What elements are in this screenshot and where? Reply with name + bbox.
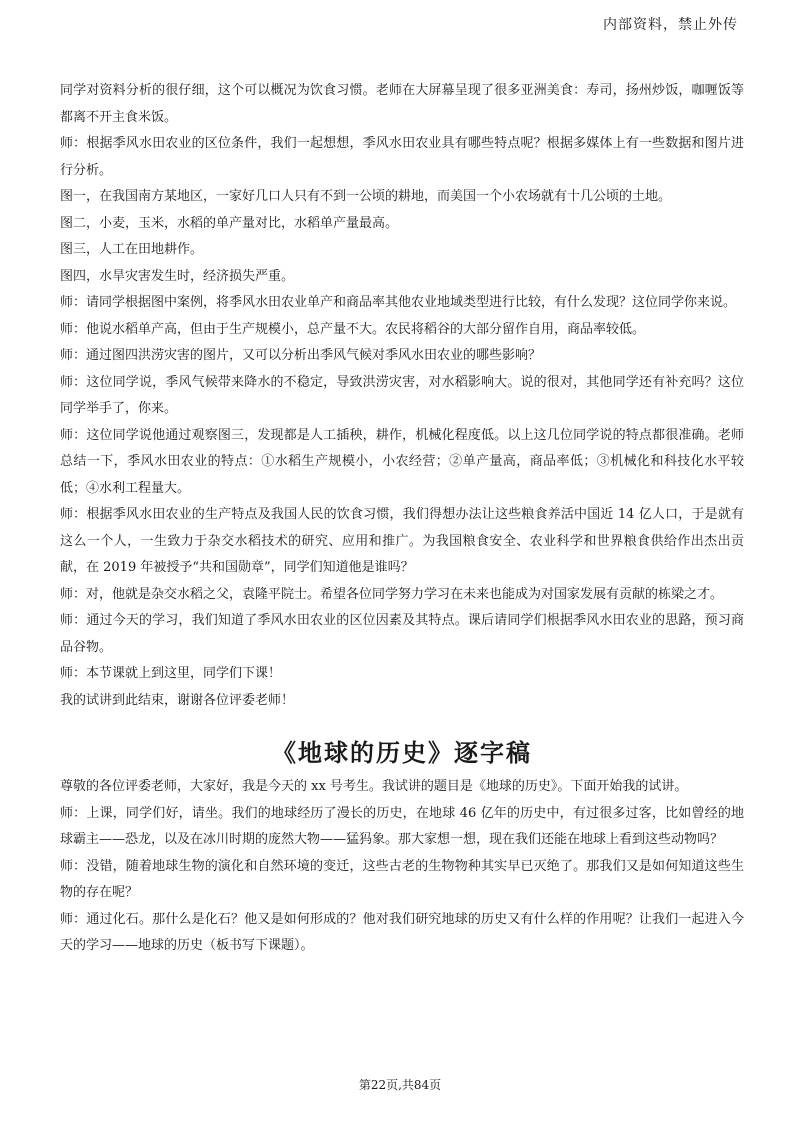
paragraph: 师：这位同学说他通过观察图三，发现都是人工插秧，耕作，机械化程度低。以上这几位同学说的特点都很准确。老师总结一下，季风水田农业的特点：①水稻生产规模小，小农经营；②单产量高，商品率低；③机械化和科技化水平较低；④水利工程量大。: [60, 427, 744, 496]
paragraph: 师：根据季风水田农业的生产特点及我国人民的饮食习惯，我们得想办法让这些粮食养活中国近 14 亿人口，于是就有这么一个人，一生致力于杂交水稻技术的研究、应用和推广。为我国粮食安全、农业科学和世界粮食供给作出杰出贡献，在 2019 年被授予“共和国勋章”，同学们知道他是谁吗？: [60, 507, 744, 575]
paragraph: 师：通过化石。那什么是化石？他又是如何形成的？他对我们研究地球的历史又有什么样的作用呢？让我们一起进入今天的学习——地球的历史（板书写下课题）。: [60, 911, 744, 953]
section-title: 《地球的历史》逐字稿: [272, 739, 532, 767]
document-body: [60, 78, 744, 960]
header-notice: 内部资料，禁止外传: [603, 17, 738, 33]
paragraph: 师：通过今天的学习，我们知道了季风水田农业的区位因素及其特点。课后请同学们根据季风水田农业的思路，预习商品谷物。: [60, 613, 744, 655]
paragraph: 图四，水旱灾害发生时，经济损失严重。: [60, 268, 295, 284]
paragraph: 图三，人工在田地耕作。: [60, 242, 204, 257]
page-number: 第22页,共84页: [358, 1078, 442, 1092]
paragraph: 师：根据季风水田农业的区位条件，我们一起想想，季风水田农业具有哪些特点呢？根据多媒体上有一些数据和图片进行分析。: [60, 136, 744, 178]
paragraph: 师：通过图四洪涝灾害的图片，又可以分析出季风气候对季风水田农业的哪些影响？: [60, 348, 542, 363]
paragraph: 图二，小麦，玉米，水稻的单产量对比，水稻单产量最高。: [60, 215, 399, 231]
paragraph: 尊敬的各位评委老师，大家好，我是今天的 xx 号考生。我试讲的题目是《地球的历史》。下面开始我的试讲。: [60, 779, 688, 794]
paragraph: 师：请同学根据图中案例，将季风水田农业单产和商品率其他农业地域类型进行比较，有什么发现？这位同学你来说。: [60, 295, 737, 310]
paragraph: 同学对资料分析的很仔细，这个可以概况为饮食习惯。老师在大屏幕呈现了很多亚洲美食：寿司，扬州炒饭，咖喱饭等都离不开主食米饭。: [60, 83, 744, 125]
paragraph: 师：对，他就是杂交水稻之父，袁隆平院士。希望各位同学努力学习在未来也能成为对国家发展有贡献的栋梁之才。: [60, 586, 724, 602]
paragraph: 师：本节课就上到这里，同学们下课！: [60, 666, 282, 681]
paragraph: 师：没错，随着地球生物的演化和自然环境的变迁，这些古老的生物物种其实早已灭绝了。那我们又是如何知道这些生物的存在呢？: [60, 858, 744, 900]
paragraph: 图一，在我国南方某地区，一家好几口人只有不到一公顷的耕地，而美国一个小农场就有十几公顷的土地。: [60, 189, 672, 204]
paragraph: 师：他说水稻单产高，但由于生产规模小，总产量不大。农民将稻谷的大部分留作自用，商品率较低。: [60, 321, 646, 337]
paragraph: 师：上课，同学们好，请坐。我们的地球经历了漫长的历史，在地球 46 亿年的历史中，有过很多过客，比如曾经的地球霸主——恐龙，以及在冰川时期的庞然大物——猛犸象。那大家想一想，现在我们还能在地球上看到这些动物吗？: [60, 805, 744, 847]
paragraph: 师：这位同学说，季风气候带来降水的不稳定，导致洪涝灾害，对水稻影响大。说的很对，其他同学还有补充吗？这位同学举手了，你来。: [60, 374, 744, 416]
paragraph: 我的试讲到此结束，谢谢各位评委老师！: [60, 692, 295, 708]
